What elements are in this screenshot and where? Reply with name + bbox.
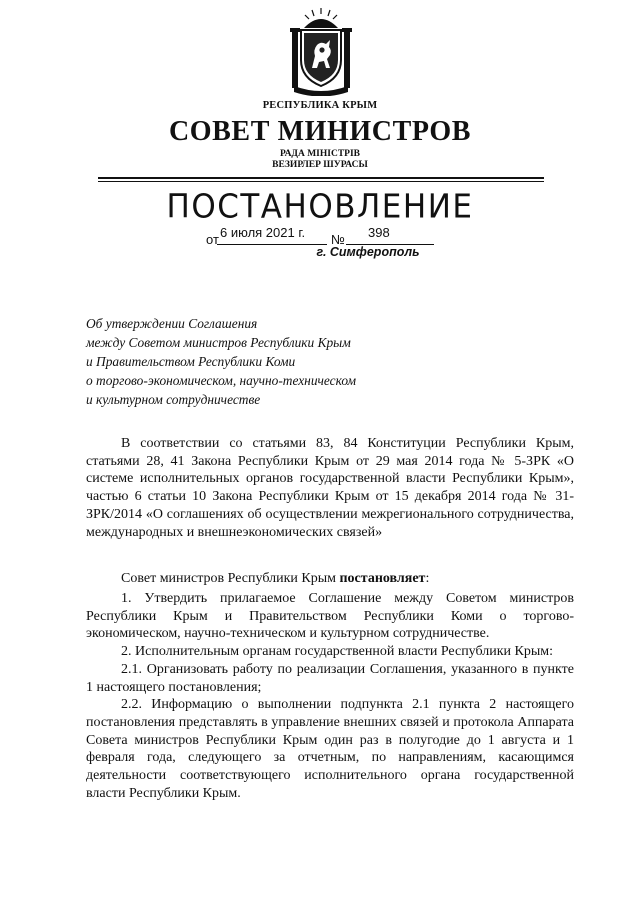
document-title: ПОСТАНОВЛЕНИЕ <box>166 188 474 226</box>
republic-name: РЕСПУБЛИКА КРЫМ <box>262 100 378 111</box>
date-prefix: от <box>206 232 219 247</box>
subject-line: между Советом министров Республики Крым <box>86 335 351 350</box>
document-date: 6 июля 2021 г. <box>220 225 306 240</box>
council-name: СОВЕТ МИНИСТРОВ <box>168 116 472 147</box>
item-1: 1. Утвердить прилагаемое Соглашение между Советом министров Республики Крым и Правительством Республики Коми о торгово-экономическом, научно-техническом и культурном сотрудничестве. <box>86 591 574 642</box>
coat-of-arms-icon <box>290 6 352 96</box>
subject-line: о торгово-экономическом, научно-техническом <box>86 373 357 388</box>
number-prefix: № <box>331 232 345 247</box>
council-name-ukrainian: РАДА МІНІСТРІВ <box>279 149 360 159</box>
resolution-line <box>86 570 574 588</box>
subject-line: и Правительством Республики Коми <box>86 354 296 369</box>
item-2-1: 2.1. Организовать работу по реализации Соглашения, указанного в пункте 1 настоящего постановления; <box>86 661 574 695</box>
document-number: 398 <box>368 225 390 240</box>
council-name-crimean-tatar: ВЕЗИРЛЕР ШУРАСЫ <box>272 160 368 170</box>
header-divider <box>98 177 544 179</box>
document-subject <box>86 314 356 409</box>
subject-line: Об утверждении Соглашения <box>86 316 258 331</box>
item-2-2: 2.2. Информацию о выполнении подпункта 2.1 пункта 2 настоящего постановления представлять в управление внешних связей и протокола Аппарата Совета министров Республики Крым один раз в полугодие до 1 августа и 1 февраля года, следующего за отчетным, по направлениям, касающимся деятельности соответствующего исполнительного органа государственной власти Республики Крым. <box>86 697 574 801</box>
document-city: г. Симферополь <box>316 245 420 259</box>
header-divider-thin <box>98 181 544 182</box>
resolution-verb: постановляет <box>339 571 426 586</box>
resolution-intro: Совет министров Республики Крым <box>121 571 336 586</box>
preamble-paragraph: В соответствии со статьями 83, 84 Конституции Республики Крым, статьями 28, 41 Закона Республики Крым от 29 мая 2014 года № 5-ЗРК «О системе исполнительных органов государственной власти Республики Крым», частью 6 статьи 10 Закона Республики Крым от 15 декабря 2014 года № 31-ЗРК/2014 «О соглашениях об осуществлении межрегионального сотрудничества, международных и внешнеэкономических связей» <box>86 436 574 540</box>
subject-line: и культурном сотрудничестве <box>86 392 261 407</box>
resolution-colon: : <box>425 571 430 586</box>
item-2: 2. Исполнительным органам государственной власти Республики Крым: <box>121 644 554 660</box>
resolution-items <box>86 590 574 802</box>
